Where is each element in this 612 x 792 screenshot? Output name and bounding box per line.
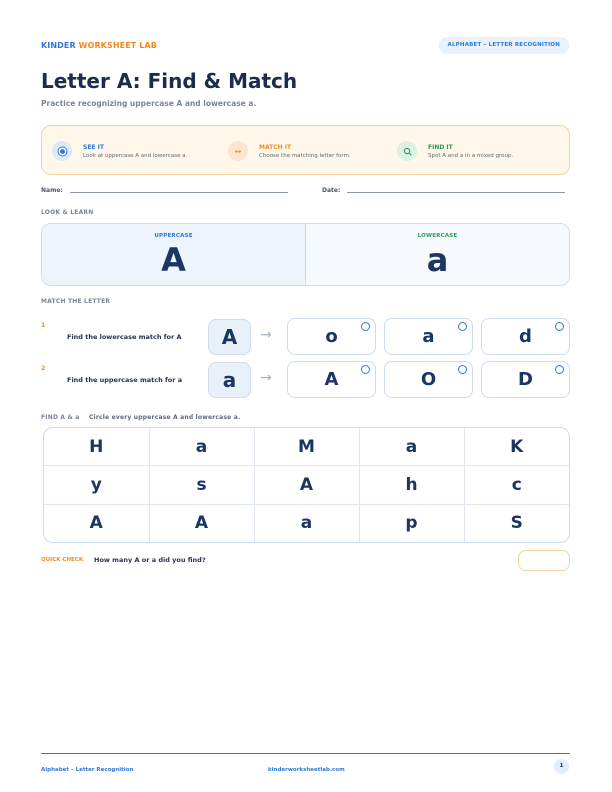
grid-cell[interactable]: M	[254, 428, 359, 466]
option-letter: A	[324, 369, 339, 390]
grid-cell[interactable]: a	[359, 428, 464, 466]
grid-cell[interactable]: S	[510, 513, 523, 534]
match-row	[41, 318, 570, 356]
step-see	[52, 126, 187, 176]
match-number: 1	[41, 322, 46, 329]
name-field[interactable]	[70, 192, 288, 193]
footer-topic: Alphabet – Letter Recognition	[41, 767, 134, 773]
grid-cell[interactable]: a	[254, 504, 359, 542]
grid-cell[interactable]: A	[44, 504, 149, 542]
match-heading: MATCH THE LETTER	[41, 298, 111, 305]
name-label: Name:	[41, 187, 63, 194]
arrow-right-icon: →	[260, 370, 272, 386]
page-title: Letter A: Find & Match	[41, 69, 298, 93]
uppercase-caption: UPPERCASE	[154, 233, 193, 239]
grid-cell[interactable]: A	[149, 504, 254, 542]
uppercase-letter: A	[161, 241, 186, 279]
quick-check-answer-box[interactable]	[518, 550, 570, 571]
page-subtitle: Practice recognizing uppercase A and lowercase a.	[41, 99, 257, 108]
step-description: Spot A and a in a mixed group.	[428, 152, 514, 159]
answer-circle[interactable]	[555, 365, 564, 374]
quick-check-label: QUICK CHECK	[41, 557, 84, 563]
option-letter: a	[422, 326, 435, 347]
grid-cell[interactable]: y	[44, 466, 149, 505]
lowercase-card	[306, 224, 569, 285]
look-learn-panel	[41, 223, 570, 286]
brand-name-part1: KINDER	[41, 41, 76, 50]
grid-cell[interactable]: h	[359, 466, 464, 505]
arrows-icon: ↔	[228, 141, 248, 161]
answer-option[interactable]	[287, 361, 376, 398]
grid-cell[interactable]: K	[464, 428, 569, 466]
uppercase-card	[42, 224, 306, 285]
find-heading: FIND A & a	[41, 414, 80, 421]
answer-option[interactable]	[481, 318, 570, 355]
search-icon	[397, 141, 417, 161]
step-find	[397, 126, 513, 176]
steps-panel	[41, 125, 570, 175]
quick-check-question: How many A or a did you find?	[94, 556, 206, 564]
option-letter: d	[519, 326, 532, 347]
option-letter: o	[325, 326, 338, 347]
topic-badge: ALPHABET – LETTER RECOGNITION	[439, 37, 569, 54]
answer-option[interactable]	[287, 318, 376, 355]
answer-circle[interactable]	[458, 365, 467, 374]
answer-option[interactable]	[384, 318, 473, 355]
letter-grid	[43, 427, 570, 543]
find-instruction: Circle every uppercase A and lowercase a.	[89, 414, 241, 421]
grid-cell[interactable]: p	[359, 504, 464, 542]
grid-cell[interactable]: a	[149, 428, 254, 466]
date-label: Date:	[322, 187, 341, 194]
footer-divider	[41, 753, 570, 754]
footer-website: kinderworksheetlab.com	[268, 767, 345, 773]
answer-circle[interactable]	[555, 322, 564, 331]
grid-cell[interactable]: c	[464, 466, 569, 505]
given-letter: a	[208, 362, 251, 398]
answer-circle[interactable]	[458, 322, 467, 331]
answer-option[interactable]	[384, 361, 473, 398]
step-description: Look at uppercase A and lowercase a.	[83, 152, 188, 159]
grid-cell[interactable]: s	[149, 466, 254, 505]
given-letter: A	[208, 319, 251, 355]
step-title: SEE IT	[83, 143, 104, 151]
match-row	[41, 361, 570, 399]
grid-cell[interactable]: H	[44, 428, 149, 466]
step-title: MATCH IT	[259, 143, 292, 151]
answer-circle[interactable]	[361, 365, 370, 374]
match-prompt: Find the lowercase match for A	[67, 333, 182, 341]
step-title: FIND IT	[428, 143, 453, 151]
look-learn-heading: LOOK & LEARN	[41, 209, 94, 216]
grid-row	[44, 428, 569, 466]
grid-row	[44, 466, 569, 505]
brand-name-part2: WORKSHEET LAB	[78, 41, 157, 50]
lowercase-caption: LOWERCASE	[417, 233, 458, 239]
eye-icon	[52, 141, 72, 161]
match-number: 2	[41, 365, 46, 372]
answer-circle[interactable]	[361, 322, 370, 331]
step-description: Choose the matching letter form.	[259, 152, 351, 159]
date-field[interactable]	[347, 192, 565, 193]
answer-option[interactable]	[481, 361, 570, 398]
grid-row	[44, 504, 569, 542]
option-letter: D	[518, 369, 533, 390]
arrow-right-icon: →	[260, 327, 272, 343]
lowercase-letter: a	[426, 241, 449, 279]
grid-cell[interactable]: A	[254, 466, 359, 505]
brand-logo	[41, 41, 157, 50]
match-prompt: Find the uppercase match for a	[67, 376, 183, 384]
page-number: 1	[554, 759, 569, 774]
step-match	[228, 126, 351, 176]
option-letter: O	[420, 369, 437, 390]
